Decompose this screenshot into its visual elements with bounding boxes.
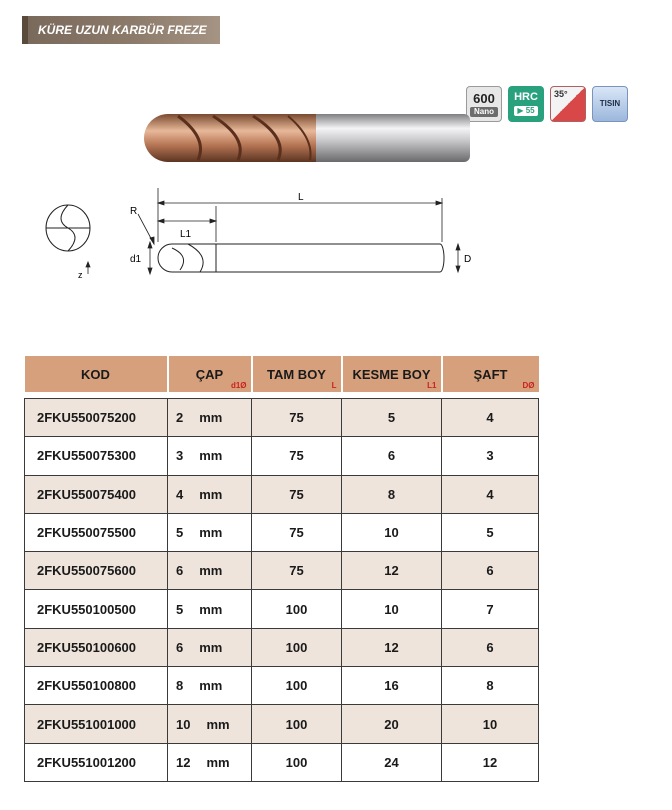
cell-kod: 2FKU550075200 (25, 399, 168, 437)
cell-kesme-boy: 5 (342, 399, 442, 437)
cell-kod: 2FKU550100600 (25, 628, 168, 666)
cell-kesme-boy: 12 (342, 628, 442, 666)
table-row (25, 628, 539, 666)
cap-value: 5 (176, 601, 184, 617)
cap-value: 2 (176, 410, 184, 426)
table-header-row (25, 356, 539, 392)
cap-unit: mm (199, 410, 223, 426)
cell-saft: 5 (442, 513, 539, 551)
cell-kesme-boy: 24 (342, 743, 442, 781)
cap-value: 10 (176, 716, 191, 732)
hrc-top-text: HRC (514, 91, 538, 103)
cell-kod: 2FKU550075400 (25, 475, 168, 513)
cell-tam-boy: 100 (252, 743, 342, 781)
cap-value: 6 (176, 563, 184, 579)
cell-kesme-boy: 20 (342, 705, 442, 743)
header-saft-sub: DØ (522, 381, 535, 390)
cell-saft: 4 (442, 475, 539, 513)
cell-kesme-boy: 8 (342, 475, 442, 513)
cell-kesme-boy: 10 (342, 513, 442, 551)
feature-badges (466, 86, 628, 122)
header-saft: ŞAFT DØ (442, 356, 539, 392)
cell-tam-boy: 100 (252, 628, 342, 666)
cell-tam-boy: 100 (252, 705, 342, 743)
cap-unit: mm (206, 716, 230, 732)
table-row (25, 437, 539, 475)
helix-angle-text: 35° (554, 89, 568, 99)
header-cap-sub: d1Ø (230, 381, 247, 390)
cutting-diameter-label: d1 (130, 254, 142, 265)
cell-kod: 2FKU550075500 (25, 513, 168, 551)
table-row (25, 743, 539, 781)
cap-value: 12 (176, 754, 191, 770)
table-row (25, 552, 539, 590)
cell-kod: 2FKU550100500 (25, 590, 168, 628)
header-tam-boy: TAM BOY L (252, 356, 342, 392)
table-row (25, 705, 539, 743)
coating-text: TISIN (599, 99, 621, 108)
cell-kesme-boy: 16 (342, 667, 442, 705)
cell-saft: 6 (442, 628, 539, 666)
shank-diameter-label: D (464, 254, 472, 265)
cell-kesme-boy: 10 (342, 590, 442, 628)
cell-cap (168, 628, 252, 666)
cap-unit: mm (199, 448, 223, 464)
table-row (25, 513, 539, 551)
cutting-length-label: L1 (180, 229, 192, 240)
cell-cap (168, 590, 252, 628)
cell-tam-boy: 100 (252, 590, 342, 628)
header-kod: KOD (25, 356, 168, 392)
cell-kod: 2FKU550075600 (25, 552, 168, 590)
cell-kesme-boy: 6 (342, 437, 442, 475)
cap-unit: mm (199, 525, 223, 541)
nano-top-text: 600 (473, 90, 495, 106)
cell-saft: 6 (442, 552, 539, 590)
hrc-bottom-text: ▶ 55 (514, 106, 537, 116)
radius-label: R (130, 206, 138, 217)
end-mill-technical-drawing (30, 186, 480, 286)
cell-tam-boy: 75 (252, 399, 342, 437)
section-title: KÜRE UZUN KARBÜR FREZE (22, 16, 220, 44)
cell-cap (168, 705, 252, 743)
cell-cap (168, 475, 252, 513)
cell-tam-boy: 75 (252, 475, 342, 513)
cell-kod: 2FKU551001200 (25, 743, 168, 781)
cell-saft: 10 (442, 705, 539, 743)
header-kesme-boy: KESME BOY L1 (342, 356, 442, 392)
header-cap: ÇAP d1Ø (168, 356, 252, 392)
length-label: L (298, 192, 304, 203)
cell-tam-boy: 75 (252, 552, 342, 590)
cap-value: 6 (176, 639, 184, 655)
helix-angle-badge-icon (550, 86, 586, 122)
cap-value: 3 (176, 448, 184, 464)
cell-saft: 3 (442, 437, 539, 475)
cell-tam-boy: 100 (252, 667, 342, 705)
cap-unit: mm (199, 678, 223, 694)
cell-cap (168, 552, 252, 590)
cell-tam-boy: 75 (252, 437, 342, 475)
cell-kod: 2FKU551001000 (25, 705, 168, 743)
hrc-55-badge-icon (508, 86, 544, 122)
cell-kod: 2FKU550100800 (25, 667, 168, 705)
cap-value: 4 (176, 486, 184, 502)
cap-unit: mm (199, 639, 223, 655)
cell-saft: 4 (442, 399, 539, 437)
cell-kod: 2FKU550075300 (25, 437, 168, 475)
table-row (25, 667, 539, 705)
cell-kesme-boy: 12 (342, 552, 442, 590)
table-row (25, 475, 539, 513)
cell-tam-boy: 75 (252, 513, 342, 551)
cell-saft: 12 (442, 743, 539, 781)
cap-unit: mm (206, 754, 230, 770)
product-spec-table (24, 356, 539, 782)
cap-unit: mm (199, 486, 223, 502)
table-row (25, 399, 539, 437)
cap-unit: mm (199, 563, 223, 579)
cell-cap (168, 667, 252, 705)
cell-cap (168, 437, 252, 475)
cap-value: 8 (176, 678, 184, 694)
nano-bottom-text: Nano (470, 107, 498, 117)
cell-cap (168, 513, 252, 551)
header-tam-boy-sub: L (331, 381, 337, 390)
flute-count-label: z (78, 270, 83, 280)
cap-value: 5 (176, 525, 184, 541)
cell-saft: 8 (442, 667, 539, 705)
cap-unit: mm (199, 601, 223, 617)
header-kesme-boy-sub: L1 (427, 381, 437, 390)
cell-cap (168, 743, 252, 781)
end-mill-photo (138, 108, 474, 168)
cell-cap (168, 399, 252, 437)
table-row (25, 590, 539, 628)
coating-badge-icon (592, 86, 628, 122)
cell-saft: 7 (442, 590, 539, 628)
